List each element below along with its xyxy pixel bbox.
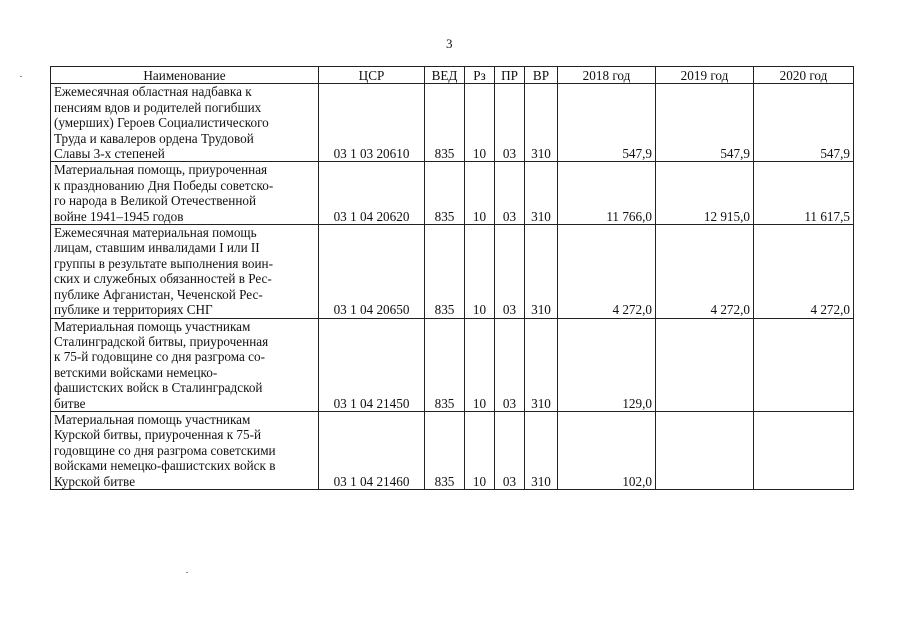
name-line: к 75-й годовщине со дня разгрома со- <box>54 349 265 365</box>
cell-rz: 10 <box>465 84 495 162</box>
cell-2019: 12 915,0 <box>656 162 754 225</box>
name-line: Труда и кавалеров ордена Трудовой <box>54 130 254 146</box>
header-name: Наименование <box>51 67 319 84</box>
name-line: битве <box>54 395 86 411</box>
cell-2020 <box>754 411 854 489</box>
header-2020: 2020 год <box>754 67 854 84</box>
cell-vr: 310 <box>525 411 558 489</box>
table-row <box>51 84 854 162</box>
cell-name <box>51 318 319 411</box>
cell-name <box>51 162 319 225</box>
name-line: лицам, ставшим инвалидами I или II <box>54 240 260 256</box>
cell-ved: 835 <box>425 318 465 411</box>
name-line: Курской битвы, приуроченная к 75-й <box>54 427 262 443</box>
cell-2018: 11 766,0 <box>558 162 656 225</box>
name-line: Материальная помощь, приуроченная <box>54 162 268 178</box>
cell-rz: 10 <box>465 411 495 489</box>
name-line: Материальная помощь участникам <box>54 318 251 334</box>
name-line: пенсиям вдов и родителей погибших <box>54 99 262 115</box>
cell-ved: 835 <box>425 84 465 162</box>
cell-vr: 310 <box>525 84 558 162</box>
cell-2019 <box>656 318 754 411</box>
header-vr: ВР <box>525 67 558 84</box>
name-line: войне 1941–1945 годов <box>54 208 184 224</box>
scan-speck <box>186 572 188 573</box>
name-line: Славы 3-х степеней <box>54 146 165 162</box>
cell-name <box>51 225 319 318</box>
cell-2020: 4 272,0 <box>754 225 854 318</box>
cell-rz: 10 <box>465 162 495 225</box>
name-line: публике Афганистан, Чеченской Рес- <box>54 286 263 302</box>
name-line: группы в результате выполнения воин- <box>54 255 273 271</box>
cell-csr: 03 1 04 21450 <box>319 318 425 411</box>
cell-2020: 547,9 <box>754 84 854 162</box>
header-csr: ЦСР <box>319 67 425 84</box>
name-line: го народа в Великой Отечественной <box>54 193 257 209</box>
cell-ved: 835 <box>425 411 465 489</box>
cell-rz: 10 <box>465 318 495 411</box>
cell-pr: 03 <box>495 84 525 162</box>
header-2019: 2019 год <box>656 67 754 84</box>
table-row <box>51 411 854 489</box>
cell-2018: 102,0 <box>558 411 656 489</box>
name-line: годовщине со дня разгрома советскими <box>54 442 276 458</box>
name-line: Сталинградской битвы, приуроченная <box>54 333 269 349</box>
name-line: войсками немецко-фашистских войск в <box>54 458 276 474</box>
cell-csr: 03 1 03 20610 <box>319 84 425 162</box>
cell-name <box>51 411 319 489</box>
cell-rz: 10 <box>465 225 495 318</box>
cell-2018: 129,0 <box>558 318 656 411</box>
header-row <box>51 67 854 84</box>
name-line: публике и территориях СНГ <box>54 302 213 318</box>
table-row <box>51 225 854 318</box>
cell-pr: 03 <box>495 225 525 318</box>
page-number: 3 <box>446 36 453 51</box>
cell-pr: 03 <box>495 162 525 225</box>
cell-2020: 11 617,5 <box>754 162 854 225</box>
scan-speck <box>20 76 22 77</box>
cell-pr: 03 <box>495 411 525 489</box>
cell-2020 <box>754 318 854 411</box>
name-line: ветскими войсками немецко- <box>54 364 218 380</box>
cell-ved: 835 <box>425 225 465 318</box>
name-line: фашистских войск в Сталинградской <box>54 380 263 396</box>
name-line: к празднованию Дня Победы советско- <box>54 177 274 193</box>
table-row <box>51 318 854 411</box>
cell-2018: 547,9 <box>558 84 656 162</box>
name-line: Ежемесячная областная надбавка к <box>54 84 252 100</box>
table-body <box>51 84 854 490</box>
cell-2019 <box>656 411 754 489</box>
name-line: Материальная помощь участникам <box>54 411 251 427</box>
name-line: ских и служебных обязанностей в Рес- <box>54 271 272 287</box>
cell-csr: 03 1 04 21460 <box>319 411 425 489</box>
cell-ved: 835 <box>425 162 465 225</box>
cell-vr: 310 <box>525 225 558 318</box>
name-line: Курской битве <box>54 473 136 489</box>
cell-csr: 03 1 04 20620 <box>319 162 425 225</box>
name-line: Ежемесячная материальная помощь <box>54 225 257 241</box>
cell-2018: 4 272,0 <box>558 225 656 318</box>
name-line: (умерших) Героев Социалистического <box>54 115 269 131</box>
cell-2019: 4 272,0 <box>656 225 754 318</box>
header-ved: ВЕД <box>425 67 465 84</box>
budget-table <box>50 66 854 490</box>
cell-vr: 310 <box>525 162 558 225</box>
cell-name <box>51 84 319 162</box>
cell-csr: 03 1 04 20650 <box>319 225 425 318</box>
header-rz: Рз <box>465 67 495 84</box>
cell-vr: 310 <box>525 318 558 411</box>
cell-pr: 03 <box>495 318 525 411</box>
header-pr: ПР <box>495 67 525 84</box>
table-row <box>51 162 854 225</box>
header-2018: 2018 год <box>558 67 656 84</box>
cell-2019: 547,9 <box>656 84 754 162</box>
